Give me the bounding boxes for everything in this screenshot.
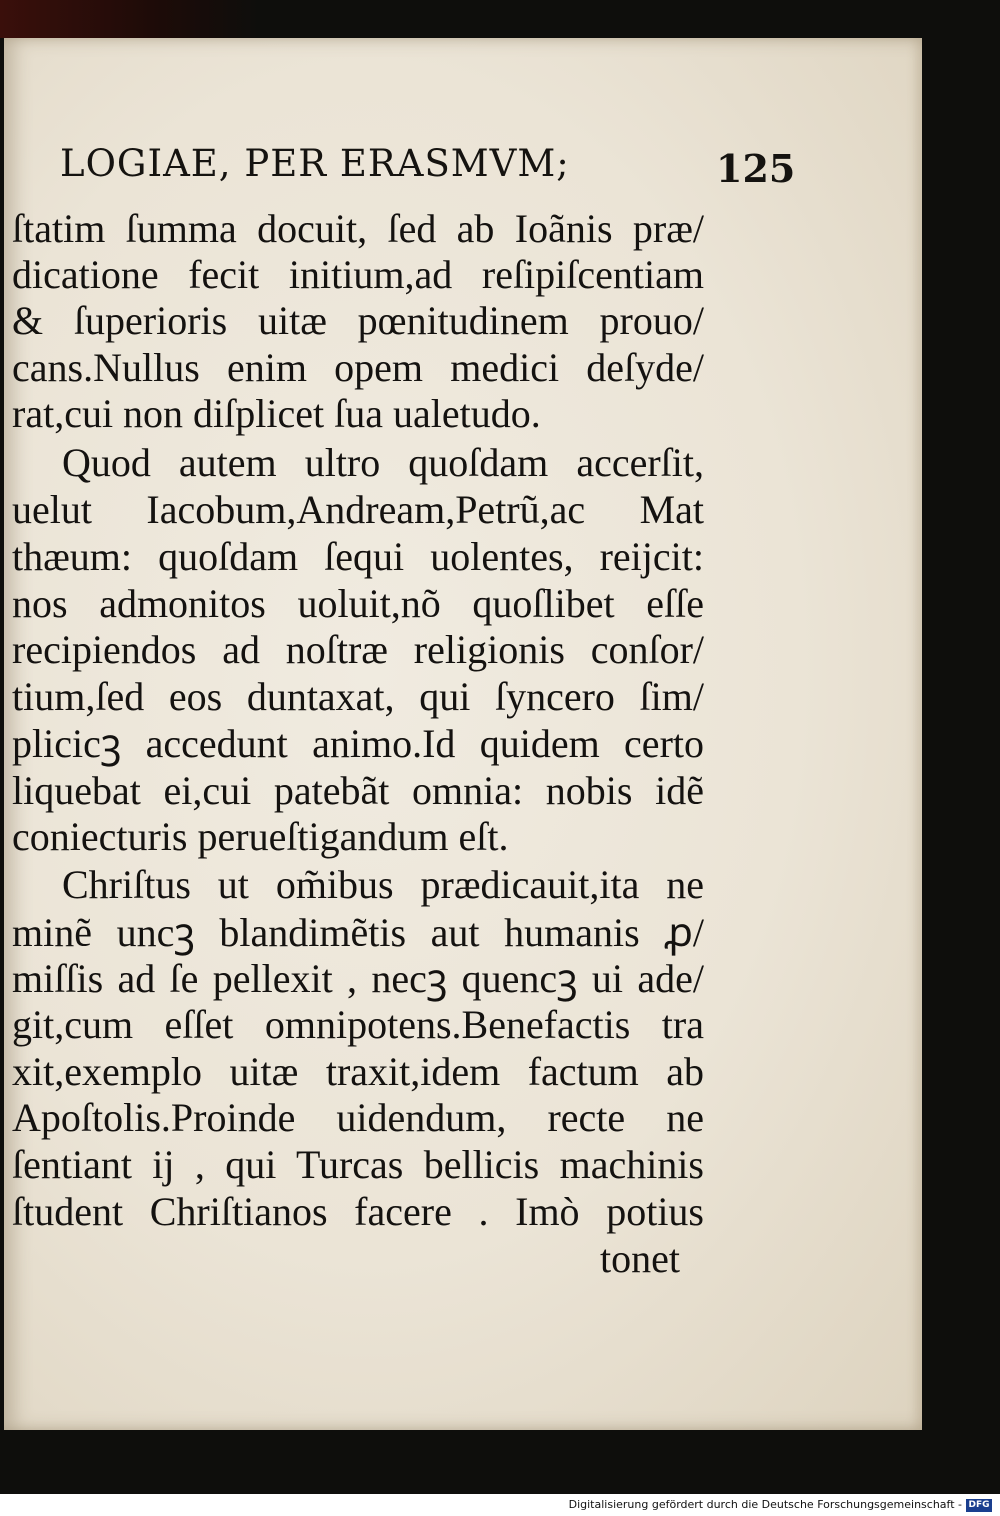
text-line-7: uelut Iacobum,Andream,Petrũ,ac Mat [12, 487, 704, 532]
page-number: 125 [716, 146, 796, 191]
text-line-22: ſtudent Chriſtianos facere . Imò potius [12, 1189, 704, 1234]
text-line-11: tium,ſed eos duntaxat, qui ſyncero ſim/ [12, 674, 704, 719]
text-line-8: thæum: quoſdam ſequi uolentes, reijcit: [12, 534, 704, 579]
text-line-20: Apoſtolis.Proinde uidendum, recte ne [12, 1095, 704, 1140]
catchword: tonet [600, 1236, 680, 1281]
text-line-3: & ſuperioris uitæ pœnitudinem prouo/ [12, 298, 704, 343]
text-line-5: rat,cui non diſplicet ſua ualetudo. [12, 391, 541, 436]
text-line-1: ſtatim ſumma docuit, ſed ab Ioãnis præ/ [12, 206, 704, 251]
text-line-16: minẽ uncꝫ blandimẽtis aut humanis ꝓ/ [12, 910, 704, 955]
text-line-6: Quod autem ultro quoſdam accerſit, [62, 440, 704, 485]
text-line-21: ſentiant ij , qui Turcas bellicis machinis [12, 1142, 704, 1187]
text-line-10: recipiendos ad noſtræ religionis conſor/ [12, 627, 704, 672]
text-line-13: liquebat ei,cui patebãt omnia: nobis idẽ [12, 768, 704, 813]
text-line-4: cans.Nullus enim opem medici deſyde/ [12, 345, 704, 390]
text-line-2: dicatione fecit initium,ad reſipiſcentiam [12, 252, 704, 297]
text-line-12: plicicꝫ accedunt animo.Id quidem certo [12, 721, 704, 766]
text-line-19: xit,exemplo uitæ traxit,idem factum ab [12, 1049, 704, 1094]
text-line-14: coniecturis perueſtigandum eſt. [12, 814, 509, 859]
text-line-9: nos admonitos uoluit,nõ quoſlibet eſſe [12, 581, 704, 626]
text-line-15: Chriſtus ut om̃ibus prædicauit,ita ne [62, 862, 704, 907]
text-line-17: miſſis ad ſe pellexit , necꝫ quencꝫ ui ade/ [12, 956, 704, 1001]
text-line-18: git,cum eſſet omnipotens.Benefactis tra [12, 1002, 704, 1047]
adjacent-binding-edge [0, 0, 260, 38]
digitization-credit: Digitalisierung gefördert durch die Deutsche Forschungsgemeinschaft - [568, 1498, 962, 1511]
running-head: LOGIAE, PER ERASMVM; [60, 142, 570, 185]
dfg-logo: DFG [966, 1499, 992, 1512]
